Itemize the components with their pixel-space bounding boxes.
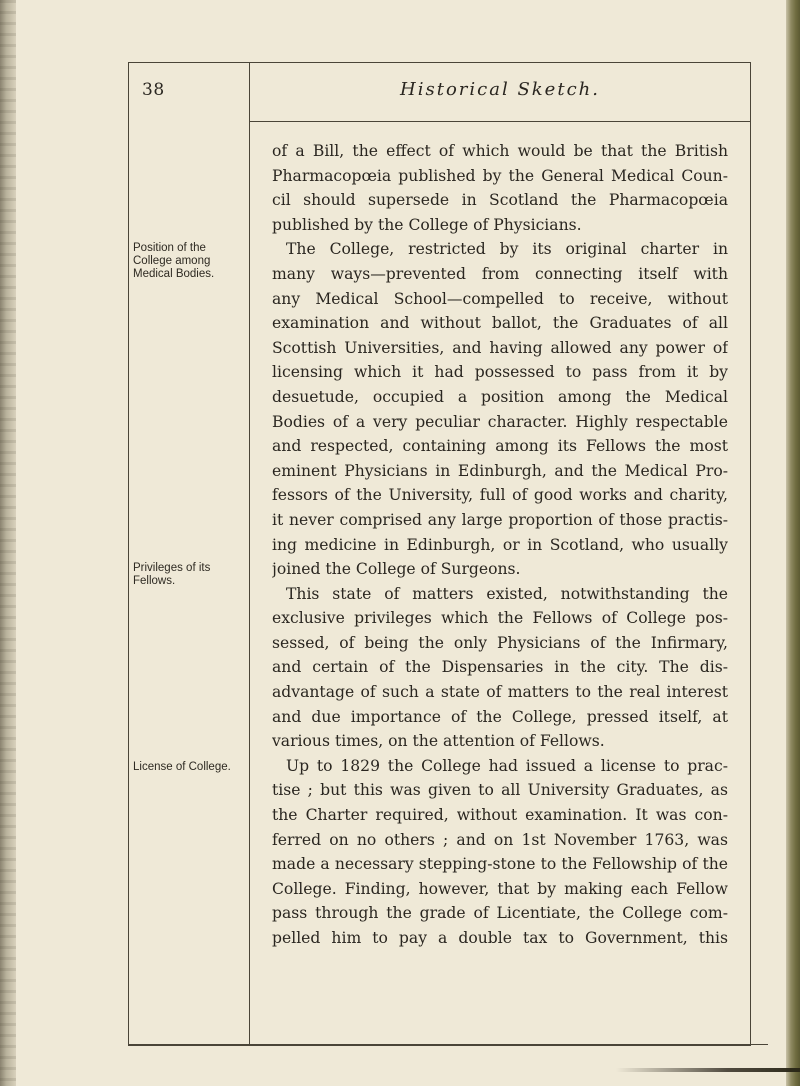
text-line: the Charter required, without examination. It was con- — [272, 806, 728, 825]
text-line: and certain of the Dispensaries in the city. The dis- — [272, 658, 728, 677]
body-text — [272, 139, 728, 951]
text-line: cil should supersede in Scotland the Pharmacopœia — [272, 191, 728, 210]
text-line: This state of matters existed, notwithstanding the — [286, 584, 728, 603]
text-line: College. Finding, however, that by making each Fellow — [272, 879, 728, 898]
text-line: desuetude, occupied a position among the Medical — [272, 387, 728, 406]
text-line: Scottish Universities, and having allowed any power of — [272, 338, 728, 357]
text-line: pelled him to pay a double tax to Government, this — [272, 929, 728, 947]
text-line: joined the College of Surgeons. — [272, 560, 521, 579]
page-binding-edge — [0, 0, 16, 1086]
text-line: advantage of such a state of matters to the real interest — [272, 683, 728, 702]
text-line: published by the College of Physicians. — [272, 215, 582, 234]
book-page — [16, 0, 786, 1086]
page-number: 38 — [142, 80, 165, 100]
header-rule — [249, 121, 751, 122]
page-bottom-shadow — [616, 1068, 800, 1072]
margin-note-privileges: Privileges of its Fellows. — [133, 562, 211, 587]
text-line: Pharmacopœia published by the General Medical Coun- — [272, 166, 728, 185]
frame-left-rule — [128, 62, 129, 1044]
margin-note-license: License of College. — [133, 761, 231, 773]
bottom-rule — [128, 1044, 768, 1045]
text-line: fessors of the University, full of good works and charity, — [272, 486, 728, 505]
text-line: it never comprised any large proportion of those practis- — [272, 510, 728, 529]
text-line: exclusive privileges which the Fellows of College pos- — [272, 609, 728, 628]
text-line: many ways—prevented from connecting itself with — [272, 264, 728, 283]
text-line: any Medical School—compelled to receive, without — [272, 289, 728, 308]
page-right-edge — [786, 0, 800, 1086]
text-line: various times, on the attention of Fellows. — [272, 732, 605, 751]
text-line: The College, restricted by its original charter in — [286, 240, 728, 259]
text-line: licensing which it had possessed to pass from it by — [272, 363, 728, 382]
text-line: and due importance of the College, pressed itself, at — [272, 707, 728, 726]
margin-divider-rule — [249, 62, 250, 1044]
text-line: sessed, of being the only Physicians of the Infirmary, — [272, 633, 728, 652]
text-line: eminent Physicians in Edinburgh, and the Medical Pro- — [272, 461, 728, 480]
text-line: examination and without ballot, the Graduates of all — [272, 314, 728, 333]
text-line: tise ; but this was given to all University Graduates, as — [272, 781, 728, 800]
running-title: Historical Sketch. — [400, 79, 600, 100]
text-line: and respected, containing among its Fellows the most — [272, 437, 728, 456]
text-line: pass through the grade of Licentiate, the College com- — [272, 904, 728, 923]
text-line: of a Bill, the effect of which would be that the British — [272, 142, 728, 160]
text-line: ferred on no others ; and on 1st November 1763, was — [272, 830, 728, 849]
text-line: Up to 1829 the College had issued a license to prac- — [286, 756, 728, 775]
text-line: Bodies of a very peculiar character. Highly respectable — [272, 412, 728, 431]
text-line: ing medicine in Edinburgh, or in Scotland, who usually — [272, 535, 728, 554]
text-line: made a necessary stepping-stone to the Fellowship of the — [272, 855, 728, 874]
margin-note-position: Position of the College among Medical Bodies. — [133, 242, 215, 280]
